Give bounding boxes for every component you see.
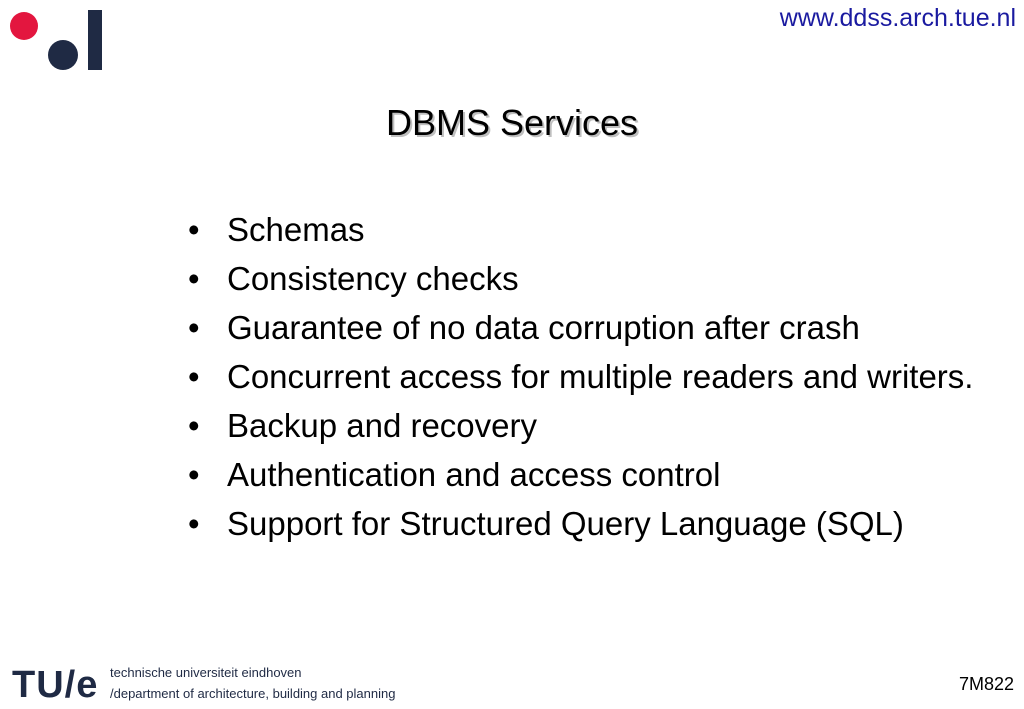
tue-wordmark: TU/e bbox=[12, 664, 99, 706]
logo-bar bbox=[88, 10, 102, 70]
logo-dark-dot bbox=[48, 40, 78, 70]
department-name: /department of architecture, building and planning bbox=[110, 686, 396, 701]
bullet-item bbox=[186, 309, 1006, 347]
university-name: technische universiteit eindhoven bbox=[110, 665, 302, 680]
course-code: 7M822 bbox=[958, 674, 1014, 694]
bullet-list bbox=[186, 211, 1006, 554]
bullet-text: Consistency checks bbox=[227, 260, 519, 297]
bullet-item bbox=[186, 456, 1006, 494]
bullet-marker: • bbox=[188, 456, 200, 493]
slide-title: DBMS Services bbox=[385, 102, 639, 143]
bullet-item bbox=[186, 505, 1006, 543]
bullet-item bbox=[186, 407, 1006, 445]
bullet-marker: • bbox=[188, 211, 200, 248]
site-url[interactable]: www.ddss.arch.tue.nl bbox=[779, 4, 1016, 32]
logo-red-dot bbox=[10, 12, 38, 40]
bullet-text: Concurrent access for multiple readers and writers. bbox=[227, 358, 974, 395]
bullet-text: Support for Structured Query Language (SQL) bbox=[227, 505, 904, 542]
bullet-item bbox=[186, 260, 1006, 298]
bullet-text: Guarantee of no data corruption after crash bbox=[227, 309, 860, 346]
bullet-marker: • bbox=[188, 505, 200, 542]
bullet-text: Schemas bbox=[227, 211, 365, 248]
bullet-marker: • bbox=[188, 407, 200, 444]
bullet-item bbox=[186, 358, 1006, 396]
bullet-text: Backup and recovery bbox=[227, 407, 538, 444]
bullet-marker: • bbox=[188, 358, 200, 395]
bullet-marker: • bbox=[188, 309, 200, 346]
bullet-marker: • bbox=[188, 260, 200, 297]
bullet-text: Authentication and access control bbox=[227, 456, 721, 493]
tue-logo-mark bbox=[8, 8, 104, 70]
bullet-item bbox=[186, 211, 1006, 249]
